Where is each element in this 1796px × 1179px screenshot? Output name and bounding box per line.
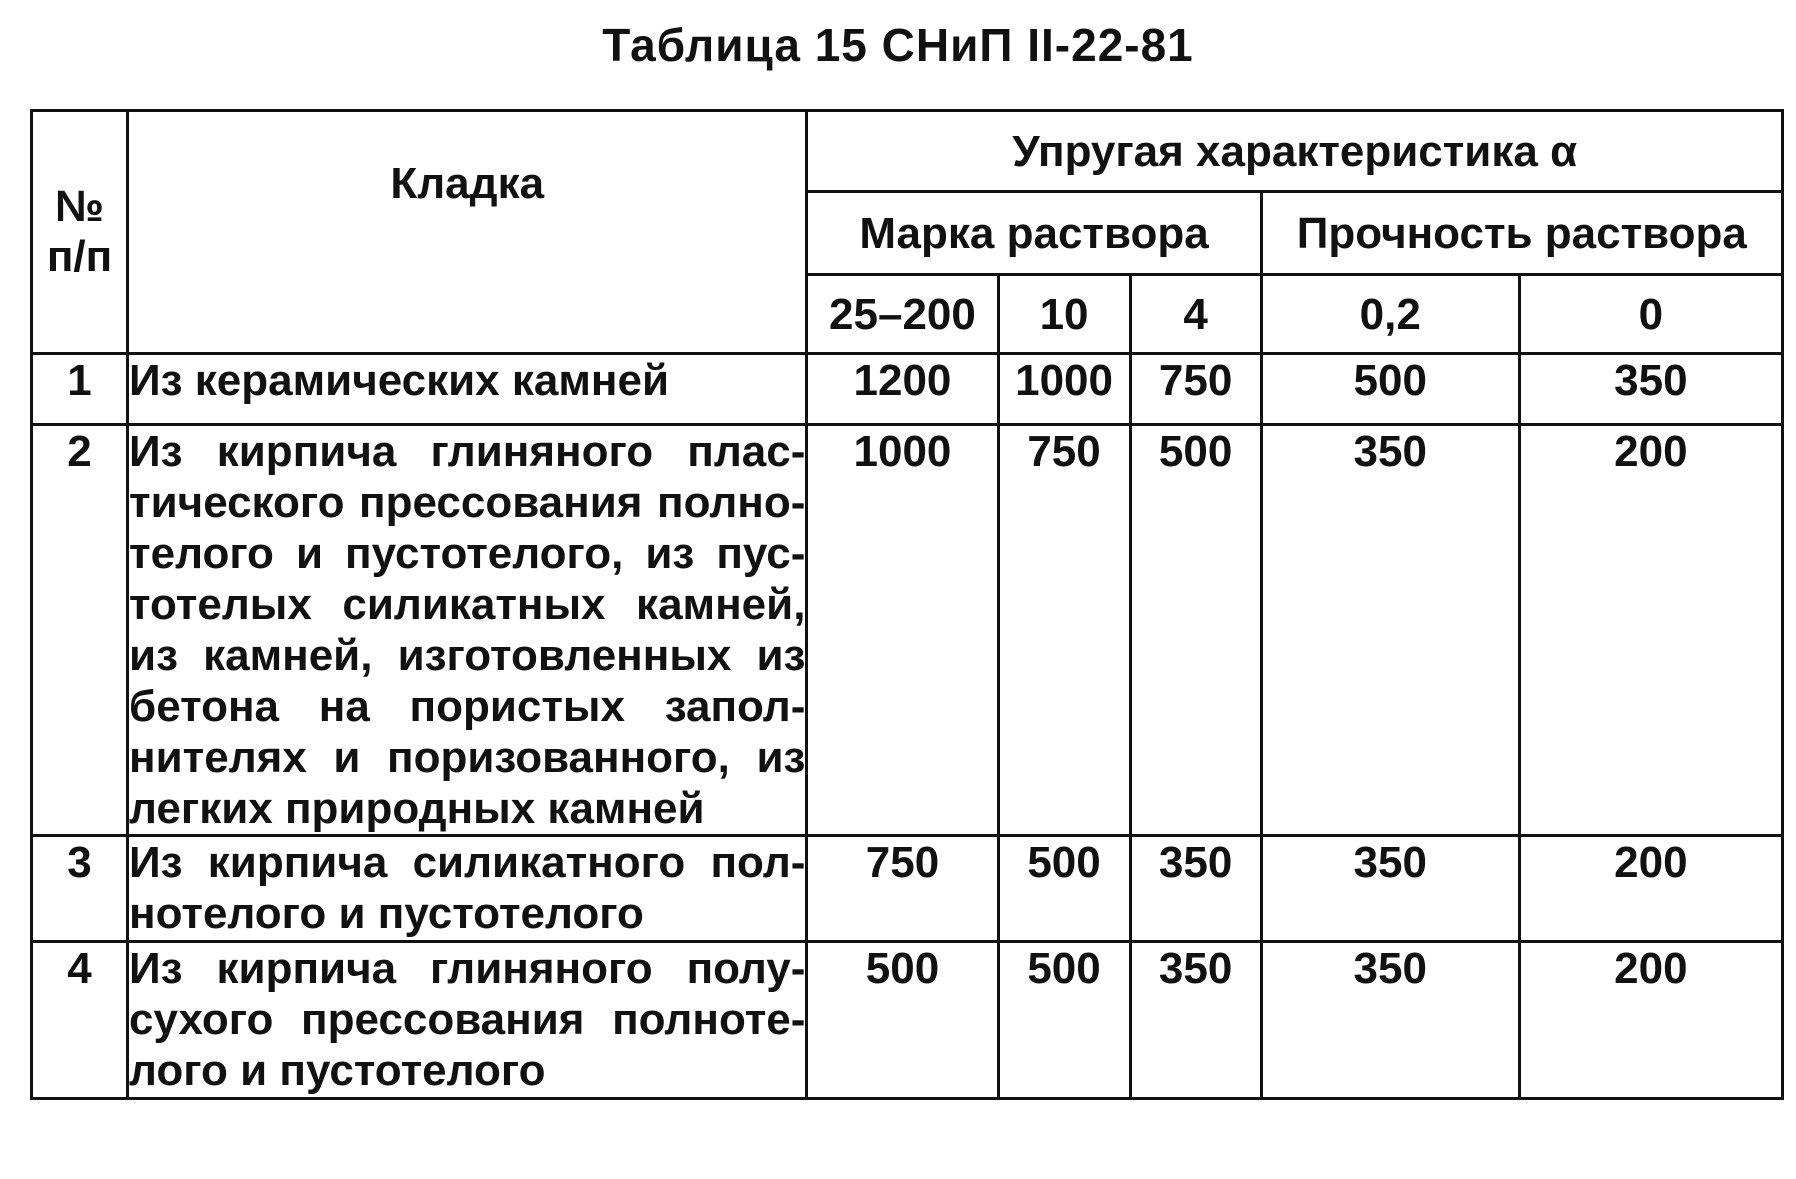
row-value: 500: [998, 836, 1130, 942]
header-elastic-characteristic: Упругая характеристика α: [807, 111, 1783, 192]
row-value: 750: [807, 836, 998, 942]
row-value: 350: [1261, 425, 1519, 836]
header-num-sign: №: [54, 182, 105, 231]
row-value: 350: [1261, 942, 1519, 1099]
row-number: 4: [32, 942, 128, 1099]
header-col-grade-4: 4: [1130, 275, 1261, 354]
header-mortar-strength: Прочность раствора: [1261, 192, 1782, 275]
row-value: 750: [1130, 354, 1261, 425]
table-row: [32, 425, 1783, 836]
row-value: 500: [998, 942, 1130, 1099]
header-col-strength-0-2: 0,2: [1261, 275, 1519, 354]
row-value: 1200: [807, 354, 998, 425]
table-row: [32, 836, 1783, 942]
row-number: 2: [32, 425, 128, 836]
header-mortar-grade: Марка раствора: [807, 192, 1261, 275]
row-number: 1: [32, 354, 128, 425]
row-value: 200: [1519, 425, 1782, 836]
row-value: 350: [1519, 354, 1782, 425]
header-num-sub: п/п: [46, 232, 113, 281]
row-value: 350: [1130, 836, 1261, 942]
row-value: 500: [1261, 354, 1519, 425]
header-num: [32, 111, 128, 354]
header-kladka: Кладка: [128, 111, 807, 354]
row-value: 500: [807, 942, 998, 1099]
row-masonry-name: Из кирпича глиняного пластического прессования полнотелого и пустотелого, из пустотелых силикатных камней, из камней, изготовленных из бетона на пористых заполнителях и поризованного, из легких природных камней: [128, 425, 807, 836]
header-col-strength-0: 0: [1519, 275, 1782, 354]
table-title: Таблица 15 СНиП II-22-81: [602, 19, 1194, 71]
row-value: 1000: [807, 425, 998, 836]
row-masonry-name: Из кирпича силикатного полнотелого и пустотелого: [128, 836, 807, 942]
row-value: 200: [1519, 942, 1782, 1099]
table-row: [32, 354, 1783, 425]
row-value: 1000: [998, 354, 1130, 425]
row-masonry-name: Из кирпича глиняного полусухого прессования полнотелого и пустотелого: [128, 942, 807, 1099]
row-value: 350: [1261, 836, 1519, 942]
row-value: 200: [1519, 836, 1782, 942]
row-number: 3: [32, 836, 128, 942]
row-value: 350: [1130, 942, 1261, 1099]
elastic-characteristic-table: [30, 109, 1784, 1100]
row-value: 750: [998, 425, 1130, 836]
header-col-grade-25-200: 25–200: [807, 275, 998, 354]
row-masonry-name: Из керамических камней: [128, 354, 807, 425]
header-col-grade-10: 10: [998, 275, 1130, 354]
table-row: [32, 942, 1783, 1099]
row-value: 500: [1130, 425, 1261, 836]
